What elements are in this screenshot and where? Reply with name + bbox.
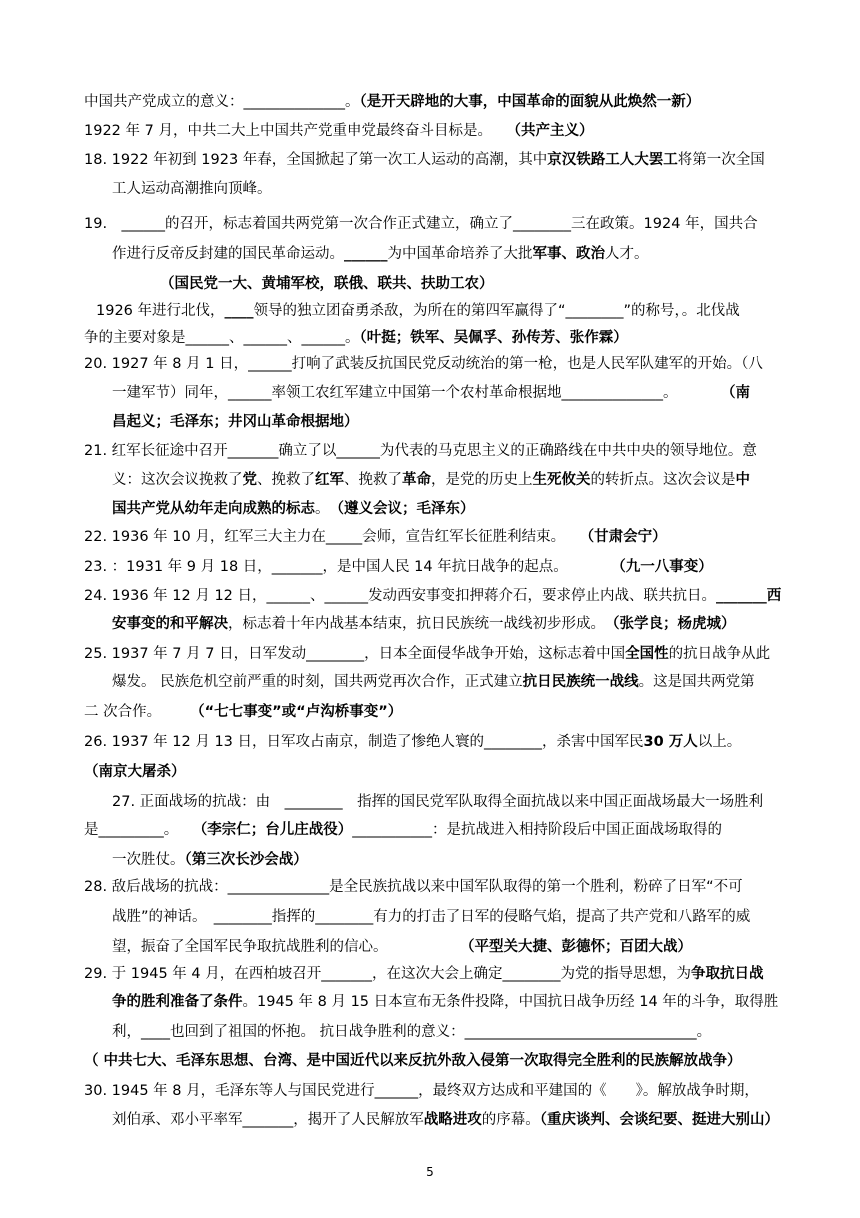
text-line — [84, 210, 790, 238]
text-segment: 作进行反帝反封建的国民革命运动。 — [112, 246, 344, 262]
text-line — [112, 668, 790, 696]
text-segment: 28. 敌后战场的抗战：______________是全民族抗战以来中国军队取得的第一个胜利，粉碎了日军“不可 — [84, 879, 743, 895]
text-segment: 27. 正面战场的抗战：由 ________ 指挥的国民党军队取得全面抗战以来中国正面战场最大一场胜利 — [112, 794, 764, 810]
bold-text: （南 — [728, 385, 750, 401]
text-line — [112, 379, 790, 407]
bold-text: （“七七事变”或“卢沟桥事变”） — [197, 704, 403, 720]
text-line — [112, 846, 790, 874]
text-segment: 1922 年 7 月，中共二大上中国共产党重申党最终奋斗目标是。 — [84, 123, 514, 139]
bold-text: ____ — [224, 303, 254, 319]
text-line — [112, 1018, 790, 1046]
bold-text: 红军 — [315, 472, 344, 488]
bold-text: ______ — [344, 246, 388, 262]
text-line — [84, 582, 790, 610]
text-segment: ，是党的历史上 — [431, 472, 533, 488]
text-segment: 二 次合作。 — [84, 704, 198, 720]
bold-text: （甘肃会宁） — [586, 529, 667, 545]
text-line — [112, 903, 790, 931]
text-line — [84, 728, 790, 756]
bold-text: （重庆谈判、会谈纪要、挺进大别山） — [539, 1112, 779, 1128]
bold-text: （遵义会议；毛泽东） — [336, 501, 475, 517]
text-segment: 18. 1922 年初到 1923 年春，全国掀起了第一次工人运动的高潮，其中 — [84, 152, 548, 168]
bold-text: 抗日民族统一战线 — [522, 674, 639, 690]
text-segment: 一次胜仗。 — [112, 852, 185, 868]
bold-text: （九一八事变） — [618, 559, 713, 575]
bold-text: 全国性 — [625, 646, 669, 662]
text-line — [112, 788, 790, 816]
bold-text: （国民党一大、黄埔军校，联俄、联共、扶助工农） — [160, 276, 494, 292]
text-segment: 20. 1927 年 8 月 1 日，______打响了武装反抗国民党反动统治的第一枪，也是人民军队建军的开始。（八 — [84, 356, 763, 372]
text-line — [112, 408, 790, 436]
text-line — [84, 88, 790, 116]
bold-text: 安事变的和平解决 — [112, 616, 228, 632]
text-line — [84, 437, 790, 465]
text-segment: 、挽救了 — [257, 472, 315, 488]
text-line — [84, 350, 790, 378]
text-segment: 刘伯承、邓小平率军_______，揭开了人民解放军 — [112, 1112, 424, 1128]
text-segment: 29. 于 1945 年 4 月，在西柏坡召开_______，在这次大会上确定________为党的指导思想，为 — [84, 966, 691, 982]
text-line — [112, 175, 790, 203]
bold-text: 昌起义；毛泽东；井冈山革命根据地） — [112, 414, 359, 430]
text-line — [84, 523, 790, 551]
text-segment: 19. ______的召开，标志着国共两党第一次合作正式建立，确立了________三在政策。1924 年，国共合 — [84, 216, 758, 232]
text-line — [84, 698, 790, 726]
text-line — [112, 466, 790, 494]
text-line — [112, 610, 790, 638]
text-segment: ___________：是抗战进入相持阶段后中国正面战场取得的 — [352, 822, 722, 838]
text-segment: 为中国革命培养了大批 — [387, 246, 533, 262]
bold-text: 战略进攻 — [423, 1112, 482, 1128]
text-segment: 的转折点。这次会议是 — [590, 472, 736, 488]
text-line — [112, 933, 790, 961]
text-segment: 26. 1937 年 12 月 13 日，日军攻占南京，制造了惨绝人寰的________，杀害中国军民 — [84, 734, 644, 750]
bold-text: 中 — [735, 472, 750, 488]
text-segment: 工人运动高潮推向顶峰。 — [112, 181, 272, 197]
bold-text: 军事、政治 — [532, 246, 605, 262]
text-segment: 义：这次会议挽救了 — [112, 472, 243, 488]
text-segment: 23. ：1931 年 9 月 18 日，_______，是中国人民 14 年抗日战争的起点。 — [84, 559, 619, 575]
text-line — [112, 240, 790, 268]
bold-text: （张学良；杨虎城） — [612, 616, 736, 632]
text-segment: 中国共产党成立的意义：______________。 — [84, 94, 360, 110]
bold-text: 争的胜利准备了条件 — [112, 994, 243, 1010]
bold-text: （是开天辟地的大事，中国革命的面貌从此焕然一新） — [359, 94, 701, 110]
text-segment: 22. 1936 年 10 月，红军三大主力在_____会师，宣告红军长征胜利结束。 — [84, 529, 587, 545]
bold-text: 国共产党从幼年走向成熟的标志 — [112, 501, 315, 517]
text-line — [84, 553, 790, 581]
bold-text: （叶挺；铁军、吴佩孚、孙传芳、张作霖） — [359, 330, 628, 346]
text-segment: 25. 1937 年 7 月 7 日，日军发动________，日本全面侵华战争开始，这标志着中国 — [84, 646, 626, 662]
bold-text: （第三次长沙会战） — [184, 852, 308, 868]
text-segment: 21. 红军长征途中召开_______确立了以______为代表的马克思主义的正确路线在中共中央的领导地位。意 — [84, 443, 757, 459]
bold-text: （ 中共七大、毛泽东思想、台湾、是中国近代以来反抗外敌入侵第一次取得完全胜利的民族解放战争） — [84, 1053, 742, 1069]
text-line — [84, 1077, 790, 1105]
bold-text: 党 — [242, 472, 257, 488]
text-line — [84, 816, 790, 844]
text-segment: 1926 年进行北伐， — [96, 303, 225, 319]
text-segment: 争的主要对象是______、______、______。 — [84, 330, 360, 346]
bold-text: 争取抗日战 — [690, 966, 764, 982]
text-line — [84, 146, 790, 174]
text-segment: 以上。 — [697, 734, 742, 750]
text-segment: 利，____也回到了祖国的怀抱。 抗日战争胜利的意义：________________________________。 — [112, 1024, 712, 1040]
text-line — [84, 758, 790, 786]
text-segment: ，标志着十年内战基本结束，抗日民族统一战线初步形成。 — [228, 616, 613, 632]
text-segment: 将第一次全国 — [677, 152, 765, 168]
bold-text: 京汉铁路工人大罢工 — [547, 152, 678, 168]
text-segment: 是_________。 — [84, 822, 200, 838]
text-segment: 望，振奋了全国军民争取抗战胜利的信心。 — [112, 939, 468, 955]
bold-text: （共产主义） — [513, 123, 594, 139]
text-segment: 一建军节）同年，______率领工农红军建立中国第一个农村革命根据地______________。 — [112, 385, 729, 401]
bold-text: （南京大屠杀） — [84, 764, 186, 780]
text-line — [112, 495, 790, 523]
text-segment: 人才。 — [605, 246, 649, 262]
bold-text: 生死攸关 — [532, 472, 591, 488]
text-segment: 30. 1945 年 8 月，毛泽东等人与国民党进行______，最终双方达成和平建国的《 》。解放战争时期， — [84, 1083, 759, 1099]
text-segment: 、挽救了 — [344, 472, 402, 488]
text-segment: 领导的独立团奋勇杀敌，为所在的第四军赢得了“________”的称号，。北伐战 — [253, 303, 740, 319]
text-line — [84, 324, 790, 352]
bold-text: （李宗仁；台儿庄战役） — [200, 822, 353, 838]
page-number: 5 — [426, 1165, 434, 1179]
text-line — [112, 1106, 790, 1134]
bold-text: 30 万人 — [643, 734, 698, 750]
text-segment: 的序幕。 — [481, 1112, 540, 1128]
bold-text: 革命 — [402, 472, 431, 488]
bold-text: （平型关大捷、彭德怀；百团大战） — [467, 939, 692, 955]
text-segment: 24. 1936 年 12 月 12 日，______、______发动西安事变扣押蒋介石，要求停止内战、联共抗日。 — [84, 588, 717, 604]
text-line — [84, 960, 790, 988]
text-line — [96, 297, 790, 325]
text-segment: 的抗日战争从此 — [668, 646, 771, 662]
text-segment: 爆发。 民族危机空前严重的时刻，国共两党再次合作，正式建立 — [112, 674, 523, 690]
text-segment: 战胜”的神话。 ________指挥的________有力的打击了日军的侵略气焰，提高了共产党和八路军的威 — [112, 909, 751, 925]
text-line — [112, 988, 790, 1016]
text-segment: 。这是国共两党第 — [638, 674, 755, 690]
text-line — [84, 873, 790, 901]
text-line — [84, 1047, 790, 1075]
text-line — [84, 640, 790, 668]
text-segment: 。1945 年 8 月 15 日本宣布无条件投降，中国抗日战争历经 14 年的斗争，取得胜 — [242, 994, 779, 1010]
text-line — [84, 117, 790, 145]
text-segment: 。 — [315, 501, 337, 517]
text-line — [160, 270, 790, 298]
bold-text: _______西 — [716, 588, 782, 604]
